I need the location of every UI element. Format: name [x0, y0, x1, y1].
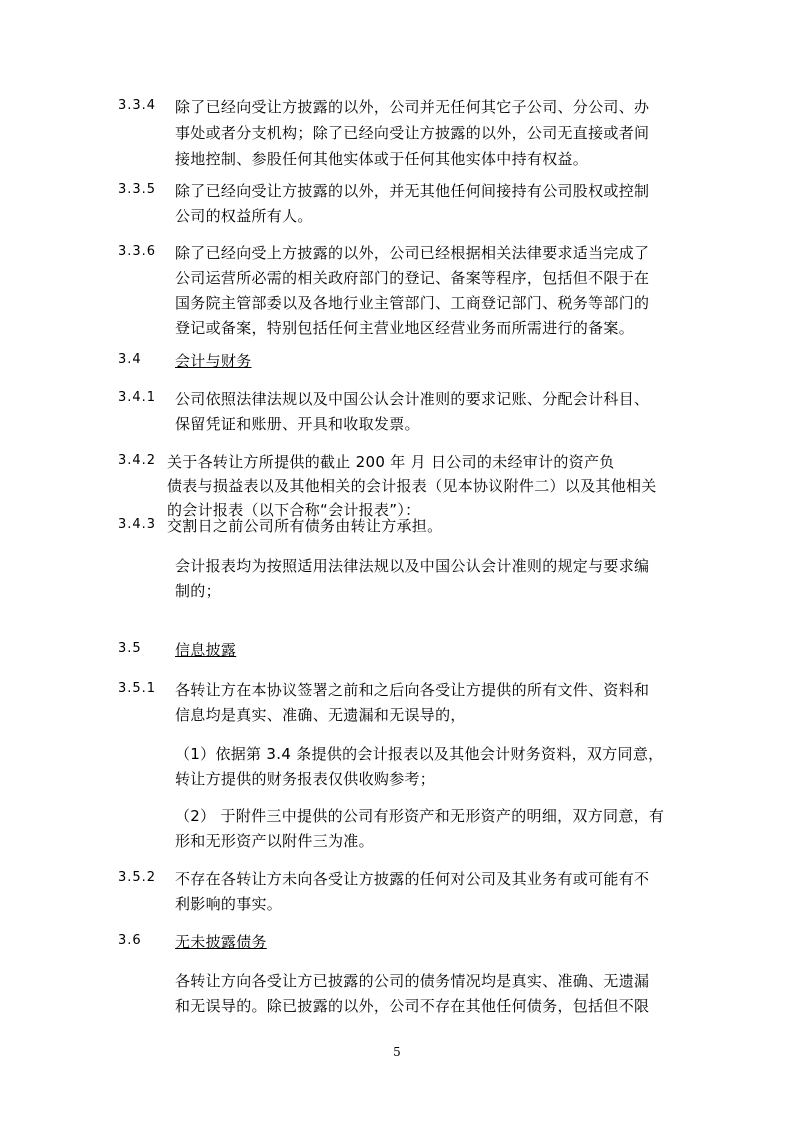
clause-number-3-3-4: 3.3.4	[118, 98, 157, 113]
section-heading-3-5: 信息披露	[175, 641, 237, 659]
section-number-3-6: 3.6	[118, 933, 142, 948]
clause-3-3-4-line-1: 除了已经向受让方披露的以外，公司并无任何其它子公司、分公司、办	[175, 98, 650, 116]
clause-number-3-4-1: 3.4.1	[118, 390, 157, 405]
section-3-6-body-line-2: 和无误导的。除已披露的以外，公司不存在其他任何债务，包括但不限	[175, 997, 650, 1015]
clause-3-5-2-line-1: 不存在各转让方未向各受让方披露的任何对公司及其业务有或可能有不	[175, 870, 650, 888]
clause-3-3-4-line-3: 接地控制、参股任何其他实体或于任何其他实体中持有权益。	[175, 150, 589, 168]
clause-3-4-2-line-3: 的会计报表（以下合称“会计报表”）：	[167, 501, 421, 519]
accounting-statement-note-line-1: 会计报表均为按照适用法律法规以及中国公认会计准则的规定与要求编	[175, 557, 650, 575]
clause-3-3-4-line-2: 事处或者分支机构；除了已经向受让方披露的以外，公司无直接或者间	[175, 124, 650, 142]
clause-3-3-6-line-2: 公司运营所必需的相关政府部门的登记、备案等程序，包括但不限于在	[175, 269, 650, 287]
section-number-3-5: 3.5	[118, 641, 142, 656]
clause-3-3-6-line-4: 登记或备案，特别包括任何主营业地区经营业务而所需进行的备案。	[175, 319, 635, 337]
clause-3-4-1-line-2: 保留凭证和账册、开具和收取发票。	[175, 415, 420, 433]
section-3-6-body-line-1: 各转让方向各受让方已披露的公司的债务情况均是真实、准确、无遗漏	[175, 972, 650, 990]
clause-number-3-4-3: 3.4.3	[118, 517, 157, 532]
section-heading-3-4: 会计与财务	[175, 352, 252, 370]
clause-3-4-1-line-1: 公司依照法律法规以及中国公认会计准则的要求记账、分配会计科目、	[175, 390, 650, 408]
clause-3-4-3-line-1: 交割日之前公司所有债务由转让方承担。	[167, 517, 443, 535]
clause-3-4-2-line-2: 债表与损益表以及其他相关的会计报表（见本协议附件二）以及其他相关	[167, 477, 657, 495]
section-heading-3-6: 无未披露债务	[175, 933, 267, 951]
clause-3-5-1-item-1-line-2: 转让方提供的财务报表仅供收购参考；	[175, 770, 436, 788]
clause-3-5-1-item-2-line-2: 形和无形资产以附件三为准。	[175, 832, 374, 850]
section-number-3-4: 3.4	[118, 352, 142, 367]
clause-3-3-6-line-3: 国务院主管部委以及各地行业主管部门、工商登记部门、税务等部门的	[175, 294, 650, 312]
clause-3-5-2-line-2: 利影响的事实。	[175, 895, 283, 913]
clause-3-5-1-line-2: 信息均是真实、准确、无遗漏和无误导的，	[175, 706, 466, 724]
accounting-statement-note-line-2: 制的；	[175, 582, 221, 600]
clause-number-3-4-2: 3.4.2	[118, 453, 157, 468]
clause-3-4-2-line-1: 关于各转让方所提供的截止 200 年 月 日公司的未经审计的资产负	[167, 453, 615, 471]
clause-3-3-6-line-1: 除了已经向受上方披露的以外，公司已经根据相关法律要求适当完成了	[175, 244, 650, 262]
clause-number-3-5-2: 3.5.2	[118, 870, 157, 885]
page-number: 5	[393, 1045, 401, 1059]
clause-3-5-1-item-2-line-1: （2） 于附件三中提供的公司有形资产和无形资产的明细，双方同意，有	[175, 807, 665, 825]
clause-number-3-3-6: 3.3.6	[118, 244, 157, 259]
clause-number-3-3-5: 3.3.5	[118, 182, 157, 197]
clause-3-3-5-line-1: 除了已经向受让方披露的以外，并无其他任何间接持有公司股权或控制	[175, 182, 650, 200]
clause-3-5-1-item-1-line-1: （1）依据第 3.4 条提供的会计报表以及其他会计财务资料，双方同意，	[175, 745, 664, 763]
clause-3-3-5-line-2: 公司的权益所有人。	[175, 207, 313, 225]
clause-number-3-5-1: 3.5.1	[118, 681, 157, 696]
clause-3-5-1-line-1: 各转让方在本协议签署之前和之后向各受让方提供的所有文件、资料和	[175, 681, 650, 699]
